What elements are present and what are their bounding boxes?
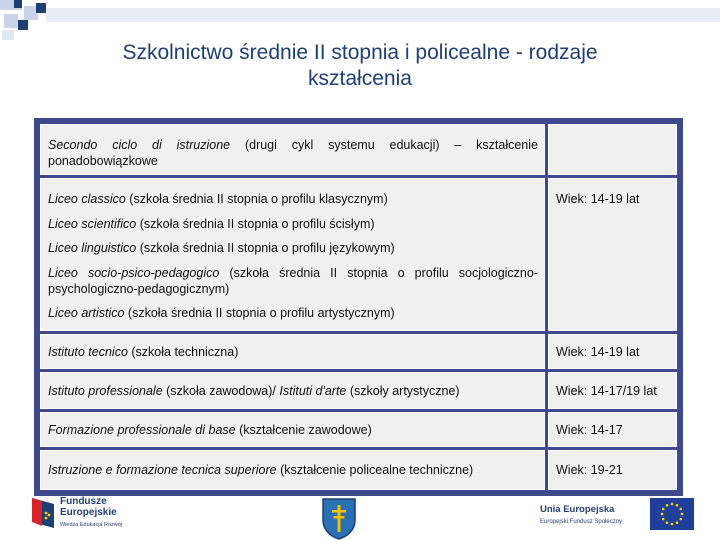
table-row — [40, 372, 545, 409]
fundusze-europejskie-logo-icon — [30, 496, 56, 530]
list-item-continuation: psychologiczno-pedagogicznym) — [48, 282, 230, 296]
fe-logo-text: Fundusze Europejskie Wiedza Edukacja Rozwój — [60, 496, 123, 528]
age-cell — [548, 334, 677, 369]
table-row — [40, 334, 545, 369]
table-row — [40, 412, 545, 447]
licei-cell — [40, 178, 545, 331]
table-header-line-1: Secondo ciclo di istruzione (drugi cykl systemu edukacji) – kształcenie — [48, 138, 538, 152]
table-header-cell — [40, 124, 545, 175]
row-label: Formazione professionale di base (kształcenie zawodowe) — [48, 423, 372, 437]
age-cell — [548, 372, 677, 409]
corner-decoration — [0, 0, 720, 45]
title-line-2: kształcenia — [308, 67, 412, 90]
row-label: Istituto professionale (szkoła zawodowa)/ Istituti d'arte (szkoły artystyczne) — [48, 384, 460, 398]
age-value: Wiek: 19-21 — [556, 463, 623, 477]
list-item: Liceo socio-psico-pedagogico (szkoła średnia II stopnia o profilu socjologiczno- — [48, 266, 539, 280]
age-cell — [548, 412, 677, 447]
age-value: Wiek: 14-19 lat — [556, 345, 640, 359]
table-header-age-cell — [548, 124, 677, 175]
age-value: Wiek: 14-17/19 lat — [556, 384, 657, 398]
list-item: Liceo linguistico (szkoła średnia II stopnia o profilu językowym) — [48, 241, 395, 255]
footer-logos — [0, 492, 720, 540]
ue-logo-text: Unia Europejska Europejski Fundusz Społeczny — [540, 504, 623, 525]
table-row — [40, 450, 545, 490]
age-value: Wiek: 14-17 — [556, 423, 623, 437]
page-title — [60, 40, 660, 92]
row-label: Istituto tecnico (szkoła techniczna) — [48, 345, 239, 359]
table-header-line-2: ponadobowiązkowe — [48, 154, 158, 168]
age-value: Wiek: 14-19 lat — [556, 192, 640, 206]
education-table — [34, 118, 683, 496]
title-line-1: Szkolnictwo średnie II stopnia i policealne - rodzaje — [122, 41, 598, 64]
coat-of-arms-icon — [320, 496, 358, 540]
list-item: Liceo classico (szkoła średnia II stopnia o profilu klasycznym) — [48, 192, 388, 206]
eu-flag-icon — [650, 498, 694, 530]
row-label: Istruzione e formazione tecnica superiore (kształcenie policealne techniczne) — [48, 463, 474, 477]
age-cell — [548, 450, 677, 490]
list-item: Liceo scientifico (szkoła średnia II stopnia o profilu ścisłym) — [48, 217, 375, 231]
list-item: Liceo artistico (szkoła średnia II stopnia o profilu artystycznym) — [48, 306, 395, 320]
licei-age-cell — [548, 178, 677, 331]
